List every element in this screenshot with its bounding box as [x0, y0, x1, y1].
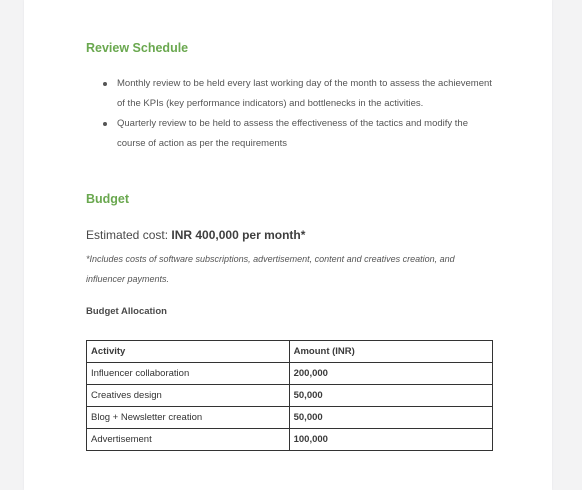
table-row — [87, 363, 493, 385]
list-item-text: Quarterly review to be held to assess the effectiveness of the tactics and modify the course of action as per the requirements — [117, 118, 468, 149]
estimated-cost-value: INR 400,000 per month* — [171, 228, 306, 242]
review-schedule-heading: Review Schedule — [86, 41, 189, 55]
estimated-cost — [86, 228, 305, 242]
table-row — [87, 385, 493, 407]
table-row — [87, 407, 493, 429]
table-header-row — [87, 341, 493, 363]
amount-cell: 200,000 — [289, 363, 492, 385]
budget-allocation-table — [86, 340, 493, 451]
table-row — [87, 429, 493, 451]
list-item — [86, 74, 496, 114]
list-item-text: Monthly review to be held every last working day of the month to assess the achievement of the KPIs (key performance indicators) and bottlenecks in the activities. — [117, 78, 492, 109]
amount-cell: 50,000 — [289, 385, 492, 407]
amount-cell: 50,000 — [289, 407, 492, 429]
activity-cell: Influencer collaboration — [87, 363, 290, 385]
budget-heading: Budget — [86, 192, 130, 206]
activity-cell: Blog + Newsletter creation — [87, 407, 290, 429]
activity-cell: Creatives design — [87, 385, 290, 407]
bullet-icon — [103, 82, 107, 86]
budget-note: *Includes costs of software subscriptions, advertisement, content and creatives creation, and influencer payments. — [86, 254, 455, 284]
amount-cell: 100,000 — [289, 429, 492, 451]
column-header-activity: Activity — [87, 341, 290, 363]
column-header-amount: Amount (INR) — [289, 341, 492, 363]
budget-allocation-title: Budget Allocation — [86, 306, 167, 317]
bullet-icon — [103, 122, 107, 126]
list-item — [86, 114, 496, 154]
estimated-cost-label: Estimated cost: — [86, 228, 172, 242]
review-schedule-list — [86, 74, 496, 154]
activity-cell: Advertisement — [87, 429, 290, 451]
document-page — [24, 0, 552, 490]
